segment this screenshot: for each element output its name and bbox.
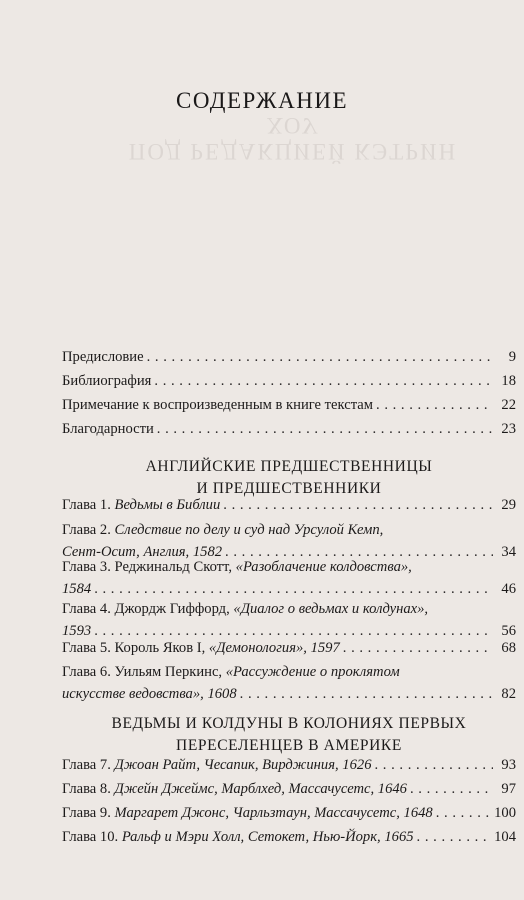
chapter-number: Глава 6. bbox=[62, 664, 111, 680]
toc-entry bbox=[62, 598, 516, 642]
page-title: СОДЕРЖАНИЕ bbox=[175, 88, 348, 113]
chapter-title: «Демонология», 1597 bbox=[208, 640, 340, 656]
chapter-title-cont: искусстве ведовства», 1608 bbox=[62, 686, 237, 702]
chapter-title: Джейн Джеймс, Марблхед, Массачусетс, 1646 bbox=[114, 781, 407, 797]
chapter-title: Маргарет Джонс, Чарльзтаун, Массачусетс, 1648 bbox=[114, 805, 433, 821]
section-heading-line: ПЕРЕСЕЛЕНЦЕВ В АМЕРИКЕ bbox=[176, 737, 402, 754]
chapter-title: Ведьмы в Библии bbox=[114, 497, 221, 513]
chapter-title: «Разоблачение колдовства», bbox=[235, 559, 412, 575]
leader-dots bbox=[94, 578, 493, 600]
chapter-title-cont: 1593 bbox=[62, 623, 92, 639]
toc-entry bbox=[62, 802, 516, 824]
chapter-title: «Диалог о ведьмах и колдунах», bbox=[233, 601, 429, 617]
toc-page: 82 bbox=[501, 686, 516, 702]
chapter-author: Джордж Гиффорд, bbox=[114, 601, 230, 617]
toc-page: 97 bbox=[501, 781, 516, 797]
chapter-number: Глава 7. bbox=[62, 757, 111, 773]
section-heading-line: И ПРЕДШЕСТВЕННИКИ bbox=[196, 480, 382, 497]
leader-dots bbox=[240, 683, 493, 705]
chapter-author: Реджинальд Скотт, bbox=[114, 559, 232, 575]
section-heading-line: ВЕДЬМЫ И КОЛДУНЫ В КОЛОНИЯХ ПЕРВЫХ bbox=[111, 715, 467, 732]
chapter-title: Джоан Райт, Чесапик, Вирджиния, 1626 bbox=[114, 757, 372, 773]
toc-page: 46 bbox=[501, 581, 516, 597]
toc-page: 18 bbox=[501, 373, 516, 389]
leader-dots bbox=[410, 778, 493, 800]
toc-entry bbox=[62, 778, 516, 800]
toc-entry bbox=[62, 346, 516, 368]
leader-dots bbox=[343, 637, 493, 659]
toc-label: Примечание к воспроизведенным в книге текстам bbox=[62, 397, 374, 413]
toc-label: Благодарности bbox=[62, 421, 154, 437]
toc-entry bbox=[62, 637, 516, 659]
toc-page: 29 bbox=[501, 497, 516, 513]
toc-label: Библиография bbox=[62, 373, 152, 389]
chapter-number: Глава 5. bbox=[62, 640, 111, 656]
toc-page: 23 bbox=[501, 421, 516, 437]
toc-entry bbox=[62, 754, 516, 776]
leader-dots bbox=[154, 370, 493, 392]
chapter-number: Глава 9. bbox=[62, 805, 111, 821]
chapter-number: Глава 4. bbox=[62, 601, 111, 617]
chapter-title: Ральф и Мэри Холл, Сетокет, Нью-Йорк, 1665 bbox=[121, 829, 414, 845]
chapter-title-cont: 1584 bbox=[62, 581, 92, 597]
toc-page: 104 bbox=[494, 829, 516, 845]
leader-dots bbox=[376, 394, 493, 416]
toc-label: Предисловие bbox=[62, 349, 144, 365]
chapter-title: Следствие по делу и суд над Урсулой Кемп, bbox=[114, 522, 384, 538]
toc-entry bbox=[62, 661, 516, 705]
toc-page: 93 bbox=[501, 757, 516, 773]
show-through-text: ПОД РЕДАКЦИЕЙ КЭТРИН ХОУ bbox=[128, 113, 458, 164]
section-heading bbox=[62, 713, 516, 757]
leader-dots bbox=[417, 826, 492, 848]
leader-dots bbox=[375, 754, 494, 776]
chapter-title: «Рассуждение о проклятом bbox=[225, 664, 400, 680]
chapter-number: Глава 3. bbox=[62, 559, 111, 575]
chapter-author: Уильям Перкинс, bbox=[114, 664, 223, 680]
leader-dots bbox=[223, 494, 493, 516]
leader-dots bbox=[147, 346, 493, 368]
leader-dots bbox=[436, 802, 491, 824]
toc-entry bbox=[62, 494, 516, 516]
toc-entry bbox=[62, 370, 516, 392]
toc-entry bbox=[62, 394, 516, 416]
toc-entry bbox=[62, 826, 516, 848]
chapter-number: Глава 10. bbox=[62, 829, 119, 845]
chapter-number: Глава 8. bbox=[62, 781, 111, 797]
chapter-number: Глава 1. bbox=[62, 497, 111, 513]
leader-dots bbox=[157, 418, 493, 440]
chapter-author: Король Яков I, bbox=[114, 640, 206, 656]
toc-page: 100 bbox=[494, 805, 516, 821]
chapter-title-cont: Сент-Осит, Англия, 1582 bbox=[62, 544, 223, 560]
toc-entry bbox=[62, 418, 516, 440]
toc-page: 9 bbox=[508, 349, 516, 365]
toc-entry bbox=[62, 556, 516, 600]
section-heading-line: АНГЛИЙСКИЕ ПРЕДШЕСТВЕННИЦЫ bbox=[145, 458, 433, 475]
toc-page: 22 bbox=[501, 397, 516, 413]
toc-page: 56 bbox=[501, 623, 516, 639]
toc-page: 34 bbox=[501, 544, 516, 560]
chapter-number: Глава 2. bbox=[62, 522, 111, 538]
toc-page: 68 bbox=[501, 640, 516, 656]
